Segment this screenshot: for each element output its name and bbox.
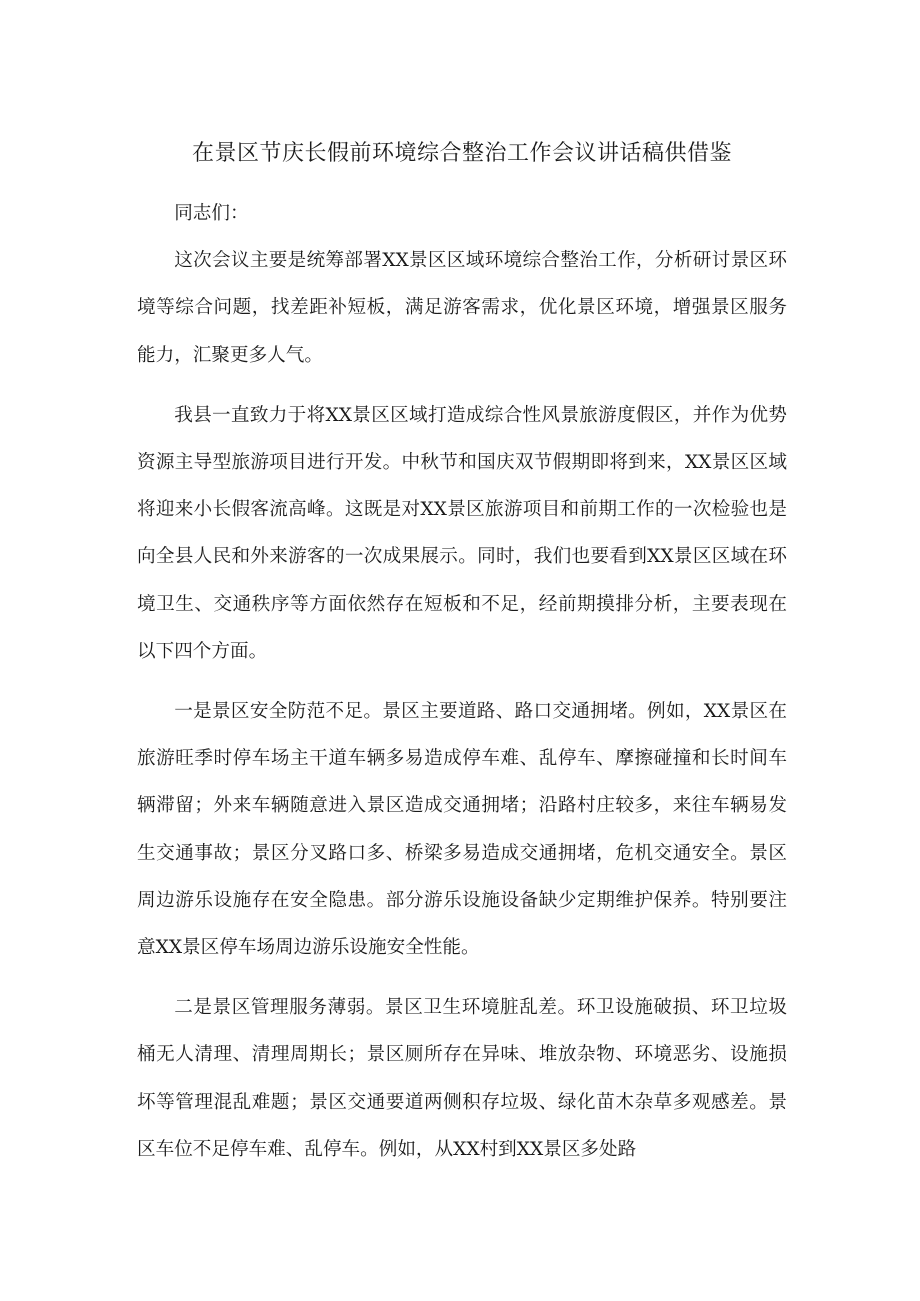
paragraph-1: 这次会议主要是统筹部署XX景区区域环境综合整治工作，分析研讨景区环境等综合问题，找差距补短板，满足游客需求，优化景区环境，增强景区服务能力，汇聚更多人气。 [137,250,787,366]
salutation: 同志们： [174,203,249,224]
paragraph-4: 二是景区管理服务薄弱。景区卫生环境脏乱差。环卫设施破损、环卫垃圾桶无人清理、清理周期长；景区厕所存在异味、堆放杂物、环境恶劣、设施损坏等管理混乱难题；景区交通要道两侧积存垃圾、绿化苗木杂草多观感差。景区车位不足停车难、乱停车。例如，从XX村到XX景区多处路 [137,997,787,1160]
document-title: 在景区节庆长假前环境综合整治工作会议讲话稿供借鉴 [191,141,732,166]
paragraph-3: 一是景区安全防范不足。景区主要道路、路口交通拥堵。例如，XX景区在旅游旺季时停车场主干道车辆多易造成停车难、乱停车、摩擦碰撞和长时间车辆滞留；外来车辆随意进入景区造成交通拥堵；沿路村庄较多，来往车辆易发生交通事故；景区分叉路口多、桥梁多易造成交通拥堵，危机交通安全。景区周边游乐设施存在安全隐患。部分游乐设施设备缺少定期维护保养。特别要注意XX景区停车场周边游乐设施安全性能。 [137,701,787,959]
document-body [137,190,787,1186]
paragraph-2: 我县一直致力于将XX景区区域打造成综合性风景旅游度假区，并作为优势资源主导型旅游项目进行开发。中秋节和国庆双节假期即将到来，XX景区区域将迎来小长假客流高峰。这既是对XX景区旅游项目和前期工作的一次检验也是向全县人民和外来游客的一次成果展示。同时，我们也要看到XX景区区域在环境卫生、交通秩序等方面依然存在短板和不足，经前期摸排分析，主要表现在以下四个方面。 [137,404,787,662]
